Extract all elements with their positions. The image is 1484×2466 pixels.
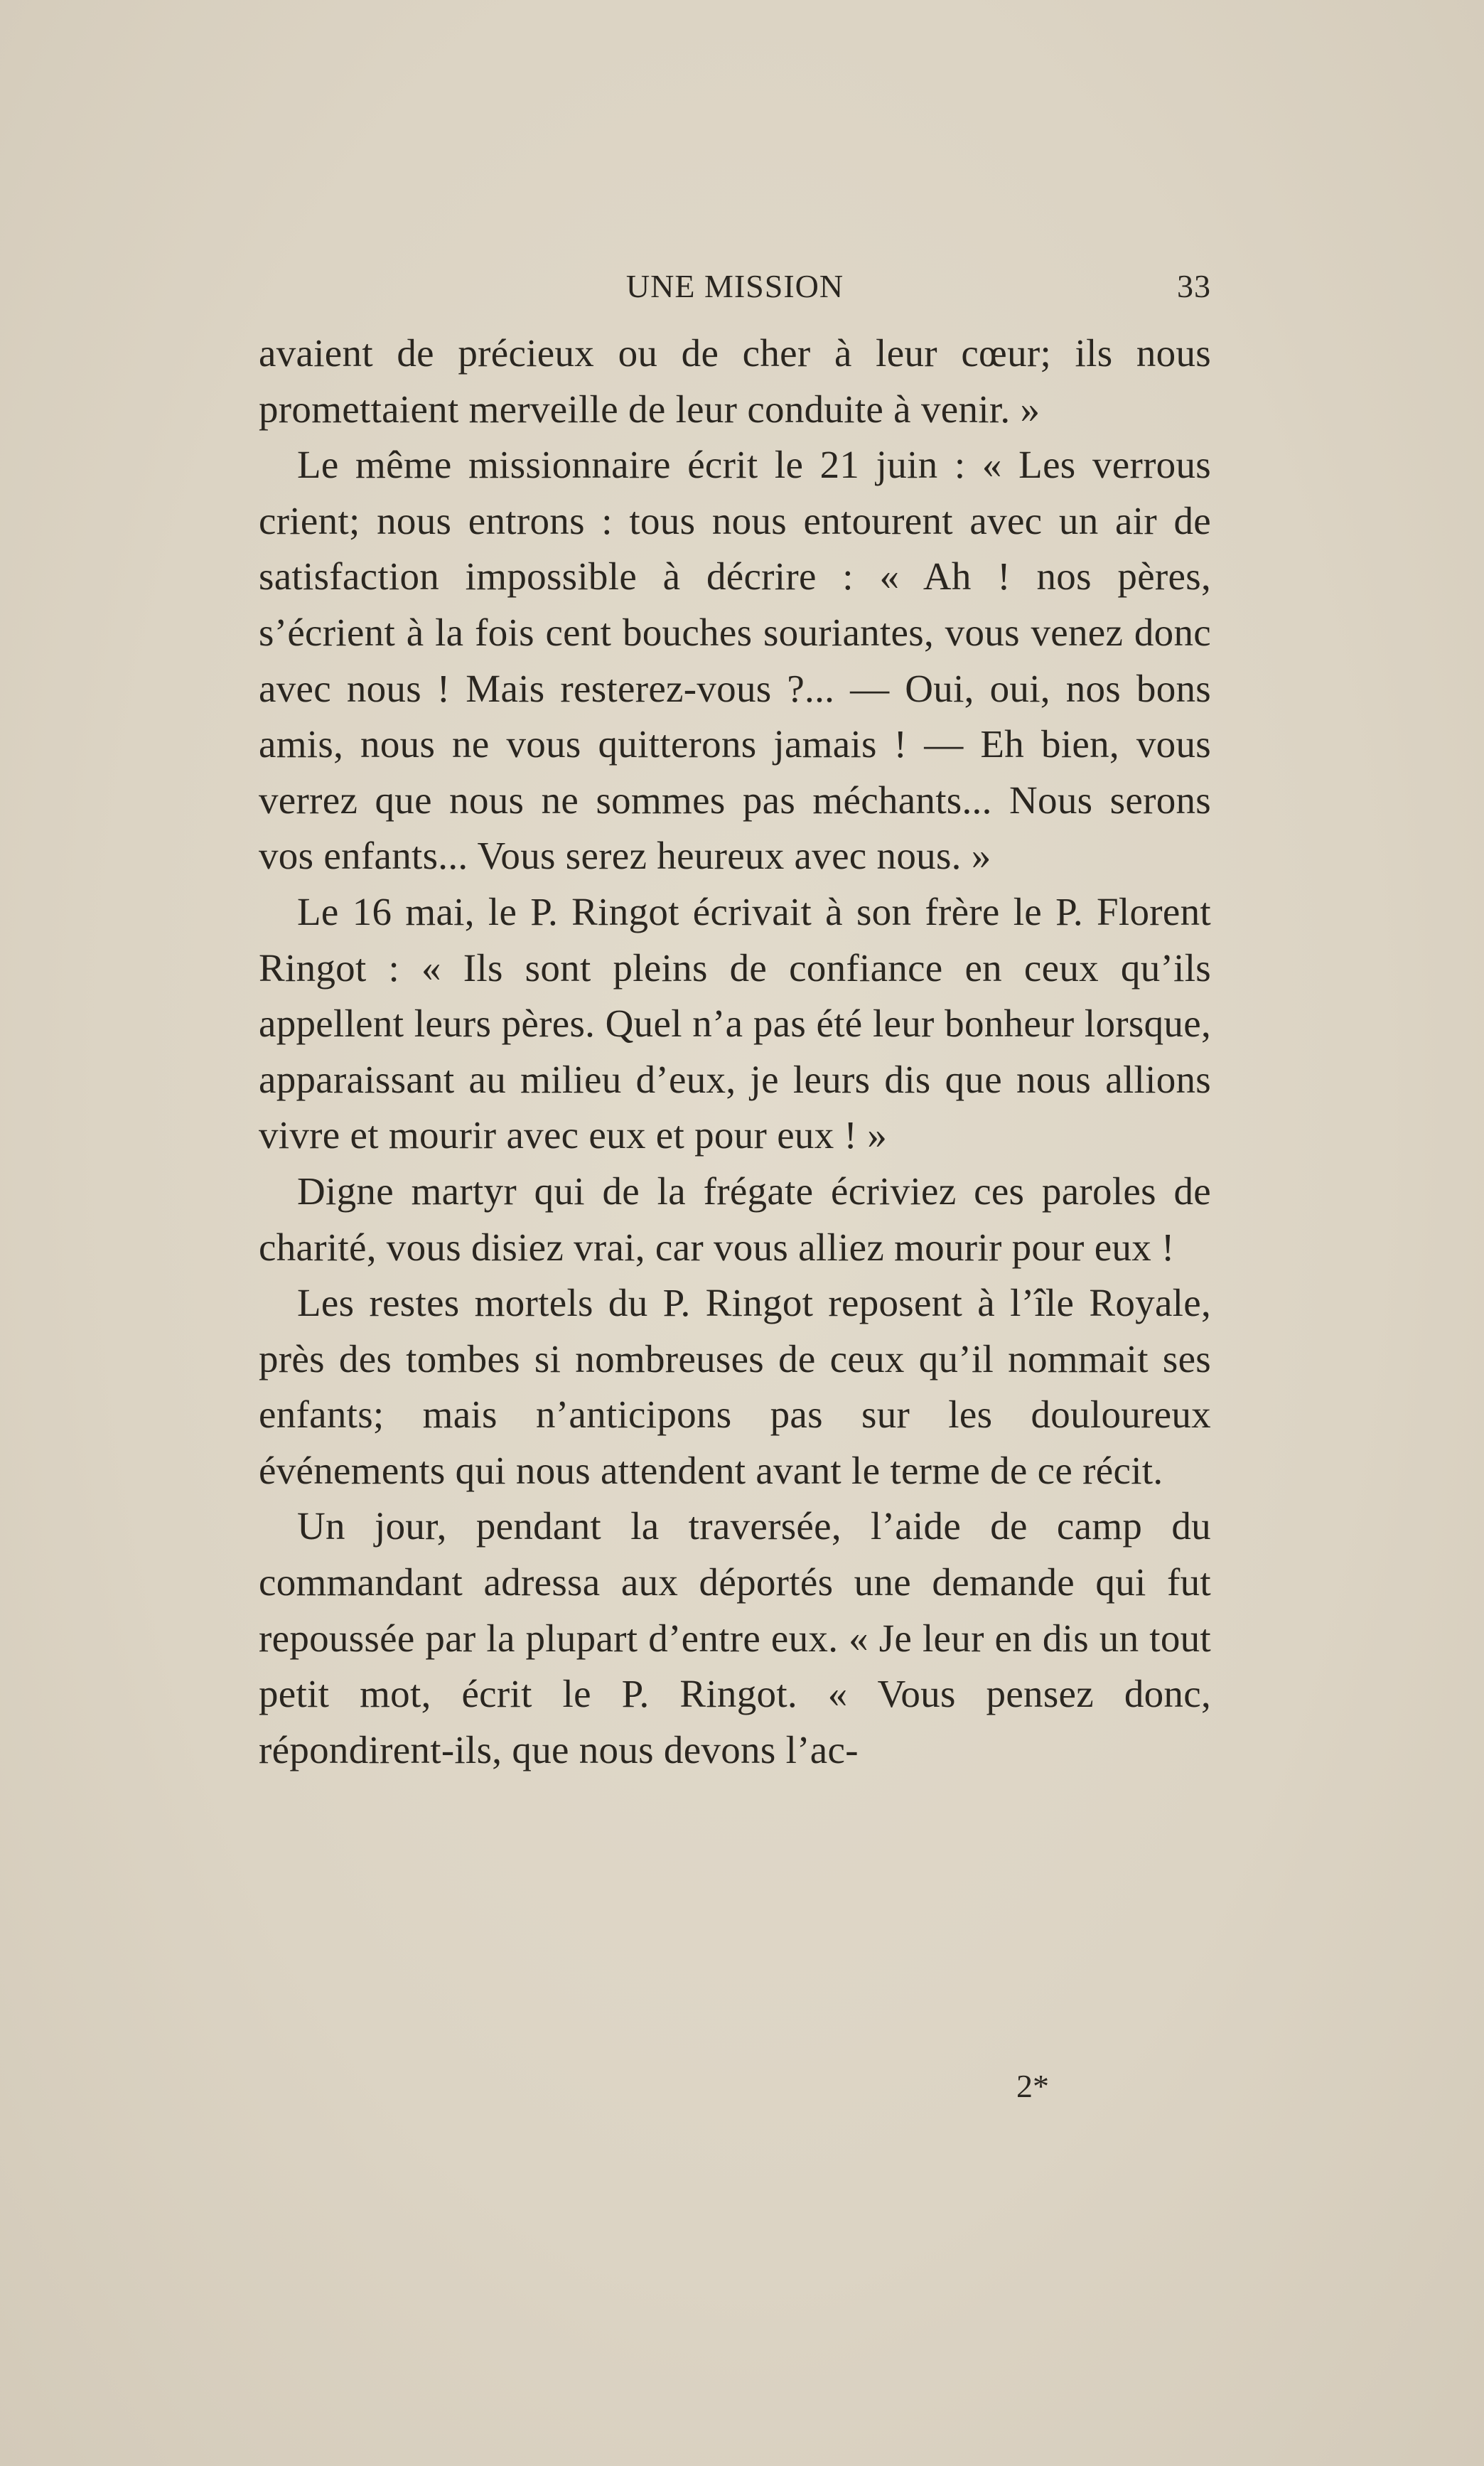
body-text — [259, 326, 1211, 1778]
running-head — [259, 262, 1211, 311]
signature-mark: 2* — [1016, 2068, 1049, 2104]
paragraph-letter-21-juin: Le même missionnaire écrit le 21 juin : « Les verrous crient; nous entrons : tous nous entourent avec un air de satisfaction impossible à décrire : « Ah ! nos pères, s’écrient à la fois cent bouches souriantes, vous venez donc avec nous ! Mais resterez-vous ?... — Oui, oui, nos bons amis, nous ne vous quitterons jamais ! — Eh bien, vous verrez que nous ne sommes pas méchants... Nous serons vos enfants... Vous serez heureux avec nous. » — [259, 443, 1211, 878]
paragraph-digne-martyr: Digne martyr qui de la frégate écriviez ces paroles de charité, vous disiez vrai, car vous alliez mourir pour eux ! — [259, 1169, 1211, 1269]
paragraph-continuation: avaient de précieux ou de cher à leur cœur; ils nous promettaient merveille de leur conduite à venir. » — [259, 331, 1211, 431]
paragraph-un-jour: Un jour, pendant la traversée, l’aide de camp du commandant adressa aux déportés une demande qui fut repoussée par la plupart d’entre eux. « Je leur en dis un tout petit mot, écrit le P. Ringot. « Vous pensez donc, répondirent-ils, que nous devons l’ac- — [259, 1504, 1211, 1771]
paragraph-restes-mortels: Les restes mortels du P. Ringot reposent à l’île Royale, près des tombes si nombreuses de ceux qu’il nommait ses enfants; mais n’anticipons pas sur les douloureux événements qui nous attendent avant le terme de ce récit. — [259, 1281, 1211, 1492]
paragraph-letter-16-mai: Le 16 mai, le P. Ringot écrivait à son frère le P. Florent Ringot : « Ils sont pleins de confiance en ceux qu’ils appellent leurs pères. Quel n’a pas été leur bonheur lorsque, apparaissant au milieu d’eux, je leurs dis que nous allions vivre et mourir avec eux et pour eux ! » — [259, 889, 1211, 1157]
running-title: UNE MISSION — [625, 268, 844, 304]
page-number: 33 — [1177, 268, 1211, 304]
